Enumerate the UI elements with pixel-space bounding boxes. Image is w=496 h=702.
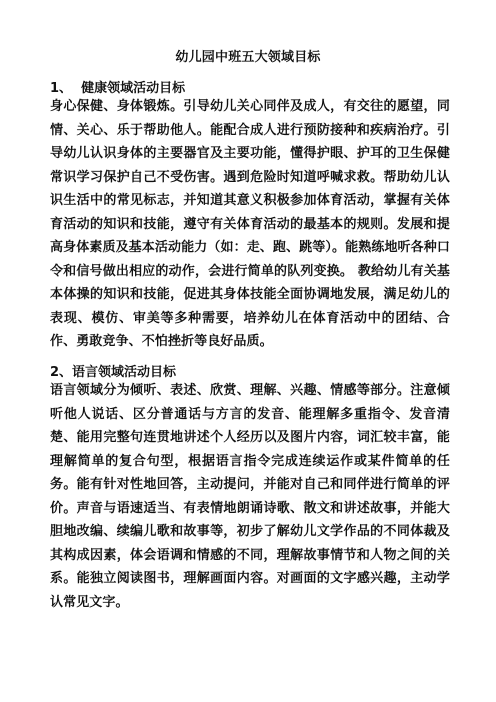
- section-text-health: 身心保健、身体锻炼。引导幼儿关心同伴及成人，有交往的愿望，同情、关心、乐于帮助他人。能配合成人进行预防接种和疾病治疗。引导幼儿认识身体的主要器官及主要功能，懂得护眼、护耳的卫生保健常识学习保护自己不受伤害。遇到危险时知道呼喊求救。帮助幼儿认识生活中的常见标志，并知道其意义积极参加体育活动，掌握有关体育活动的知识和技能，遵守有关体育活动的最基本的规则。发展和提高身体素质及基本活动能力（如：走、跑、跳等）。能熟练地听各种口令和信号做出相应的动作，会进行简单的队列变换。 教给幼儿有关基本体操的知识和技能，促进其身体技能全面协调地发展，满足幼儿的表现、模仿、审美等多种需要，培养幼儿在体育活动中的团结、合作、勇敢竞争、不怕挫折等良好品质。: [50, 99, 450, 349]
- section-text-language: 语言领域分为倾听、表述、欣赏、理解、兴趣、情感等部分。注意倾听他人说话、区分普通话与方言的发音、能理解多重指令、发音清楚、能用完整句连贯地讲述个人经历以及图片内容，词汇较丰富，能理解简单的复合句型，根据语言指令完成连续运作或某件简单的任务。能有针对性地回答，主动提问，并能对自己和同伴进行简单的评价。声音与语速适当、有表情地朗诵诗歌、散文和讲述故事，并能大胆地改编、续编儿歌和故事等，初步了解幼儿文学作品的不同体裁及其构成因素，体会语调和情感的不同，理解故事情节和人物之间的关系。能独立阅读图书，理解画面内容。对画面的文字感兴趣，主动学认常见文字。: [50, 383, 450, 610]
- section-heading-language: 2、语言领域活动目标: [50, 365, 177, 380]
- document-title: 幼儿园中班五大领域目标: [175, 50, 321, 65]
- section-heading-health: 1、 健康领域活动目标: [50, 81, 186, 96]
